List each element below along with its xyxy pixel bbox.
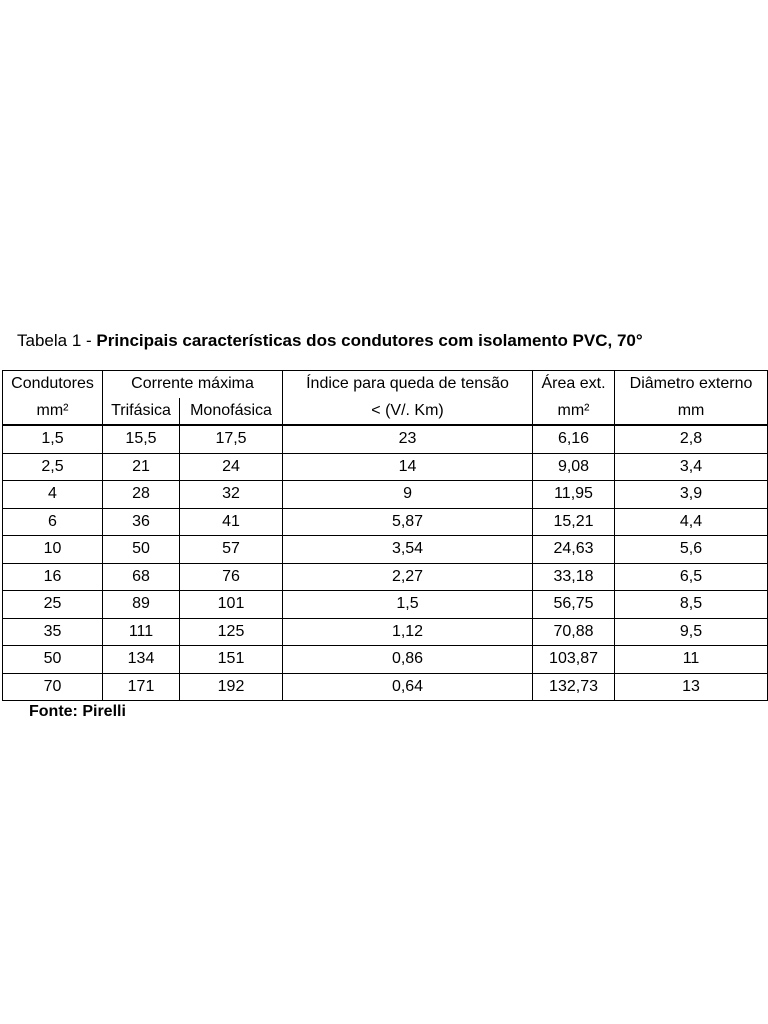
cell-ext-diameter: 2,8: [615, 425, 768, 453]
cell-ext-area: 11,95: [533, 481, 615, 509]
cell-ext-area: 15,21: [533, 508, 615, 536]
cell-single-phase-current: 101: [180, 591, 283, 619]
cell-three-phase-current: 28: [103, 481, 180, 509]
unit-row: [3, 398, 768, 426]
table-row: [3, 508, 768, 536]
cell-ext-area: 70,88: [533, 618, 615, 646]
cell-single-phase-current: 32: [180, 481, 283, 509]
cell-three-phase-current: 89: [103, 591, 180, 619]
header-max-current: Corrente máxima: [103, 371, 283, 398]
cell-conductor-size: 70: [3, 673, 103, 701]
cell-ext-diameter: 8,5: [615, 591, 768, 619]
table-row: [3, 425, 768, 453]
cell-ext-diameter: 6,5: [615, 563, 768, 591]
unit-ext-diameter: mm: [615, 398, 768, 426]
cell-voltage-drop: 5,87: [283, 508, 533, 536]
header-ext-area: Área ext.: [533, 371, 615, 398]
cell-voltage-drop: 0,86: [283, 646, 533, 674]
cell-conductor-size: 50: [3, 646, 103, 674]
cell-voltage-drop: 0,64: [283, 673, 533, 701]
cell-ext-diameter: 13: [615, 673, 768, 701]
cell-single-phase-current: 151: [180, 646, 283, 674]
cell-three-phase-current: 21: [103, 453, 180, 481]
cell-three-phase-current: 111: [103, 618, 180, 646]
cell-conductor-size: 16: [3, 563, 103, 591]
cell-voltage-drop: 3,54: [283, 536, 533, 564]
header-conductors: Condutores: [3, 371, 103, 398]
cell-three-phase-current: 68: [103, 563, 180, 591]
cell-single-phase-current: 24: [180, 453, 283, 481]
cell-ext-diameter: 4,4: [615, 508, 768, 536]
cell-voltage-drop: 1,5: [283, 591, 533, 619]
cell-three-phase-current: 134: [103, 646, 180, 674]
cell-ext-diameter: 11: [615, 646, 768, 674]
cell-single-phase-current: 76: [180, 563, 283, 591]
unit-single-phase: Monofásica: [180, 398, 283, 426]
cell-ext-area: 132,73: [533, 673, 615, 701]
source-note: Fonte: Pirelli: [29, 703, 126, 720]
cell-ext-area: 103,87: [533, 646, 615, 674]
cell-single-phase-current: 125: [180, 618, 283, 646]
cell-voltage-drop: 2,27: [283, 563, 533, 591]
cell-conductor-size: 6: [3, 508, 103, 536]
cell-ext-diameter: 3,4: [615, 453, 768, 481]
cell-single-phase-current: 41: [180, 508, 283, 536]
conductor-table: [2, 370, 768, 701]
unit-three-phase: Trifásica: [103, 398, 180, 426]
cell-ext-diameter: 5,6: [615, 536, 768, 564]
cell-voltage-drop: 23: [283, 425, 533, 453]
cell-voltage-drop: 1,12: [283, 618, 533, 646]
table-row: [3, 618, 768, 646]
header-voltage-drop: Índice para queda de tensão: [283, 371, 533, 398]
cell-conductor-size: 10: [3, 536, 103, 564]
caption-title: Principais características dos condutores com isolamento PVC, 70°: [96, 331, 643, 350]
cell-ext-area: 56,75: [533, 591, 615, 619]
cell-voltage-drop: 14: [283, 453, 533, 481]
cell-ext-area: 24,63: [533, 536, 615, 564]
cell-ext-area: 6,16: [533, 425, 615, 453]
table-row: [3, 673, 768, 701]
caption-prefix: Tabela 1 -: [17, 331, 97, 350]
cell-conductor-size: 1,5: [3, 425, 103, 453]
header-ext-diameter: Diâmetro externo: [615, 371, 768, 398]
header-row: [3, 371, 768, 398]
unit-voltage-drop: < (V/. Km): [283, 398, 533, 426]
cell-ext-area: 33,18: [533, 563, 615, 591]
cell-three-phase-current: 171: [103, 673, 180, 701]
cell-conductor-size: 2,5: [3, 453, 103, 481]
unit-conductors: mm²: [3, 398, 103, 426]
cell-three-phase-current: 50: [103, 536, 180, 564]
table-row: [3, 563, 768, 591]
table-row: [3, 453, 768, 481]
cell-ext-diameter: 9,5: [615, 618, 768, 646]
cell-single-phase-current: 192: [180, 673, 283, 701]
table-row: [3, 481, 768, 509]
cell-conductor-size: 35: [3, 618, 103, 646]
cell-ext-diameter: 3,9: [615, 481, 768, 509]
cell-voltage-drop: 9: [283, 481, 533, 509]
table-row: [3, 646, 768, 674]
cell-conductor-size: 4: [3, 481, 103, 509]
cell-ext-area: 9,08: [533, 453, 615, 481]
cell-conductor-size: 25: [3, 591, 103, 619]
unit-ext-area: mm²: [533, 398, 615, 426]
table-row: [3, 591, 768, 619]
table-row: [3, 536, 768, 564]
cell-single-phase-current: 57: [180, 536, 283, 564]
cell-single-phase-current: 17,5: [180, 425, 283, 453]
table-caption: [17, 331, 643, 351]
cell-three-phase-current: 15,5: [103, 425, 180, 453]
cell-three-phase-current: 36: [103, 508, 180, 536]
